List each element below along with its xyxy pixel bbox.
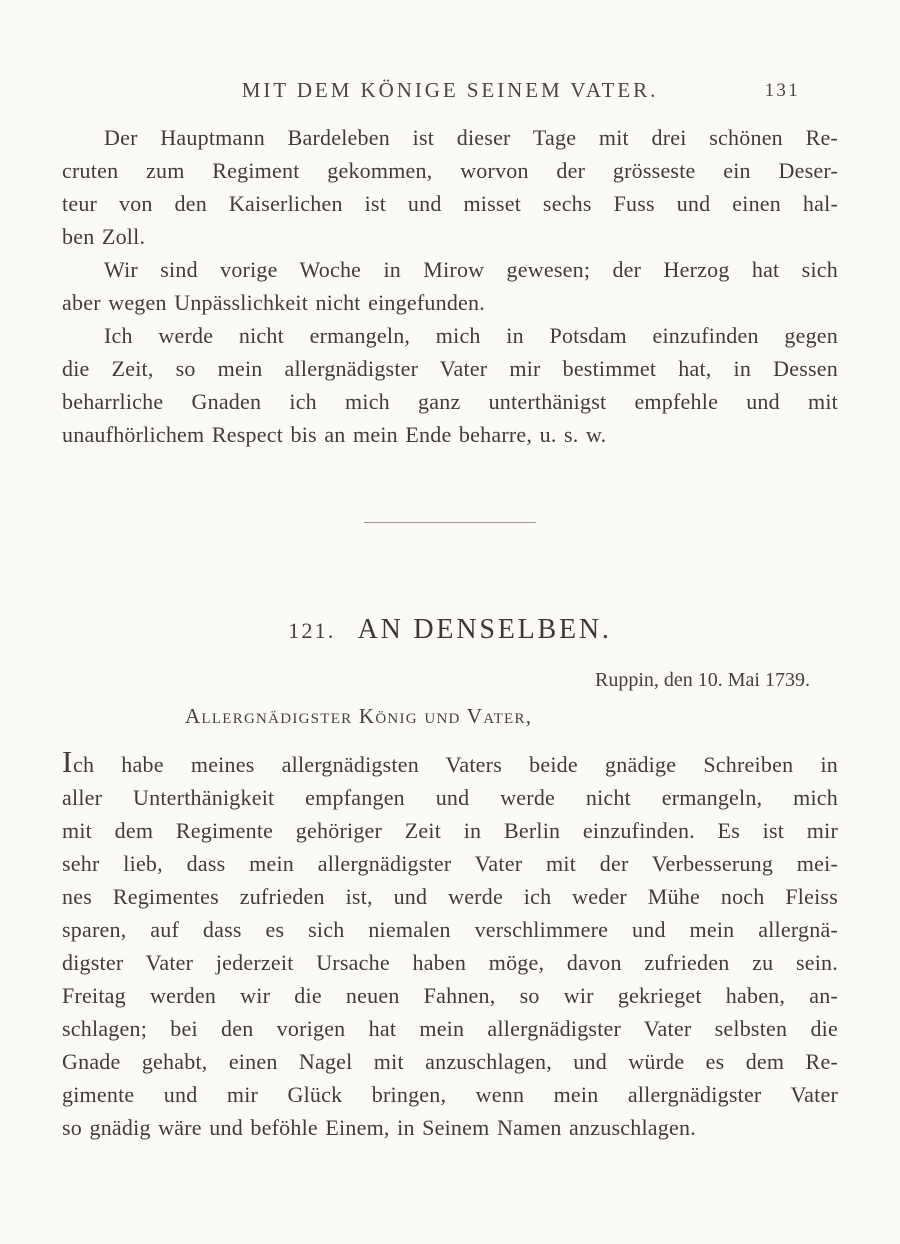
letter-title: AN DENSELBEN. [357, 614, 612, 645]
paragraph-mirow [62, 253, 838, 319]
text-line: sparen, auf dass es sich niemalen verschlimmere und mein allergnä- [62, 917, 838, 942]
text-line: Gnade gehabt, einen Nagel mit anzuschlagen, und würde es dem Re- [62, 1049, 838, 1074]
text-line: Freitag werden wir die neuen Fahnen, so wir gekrieget haben, an- [62, 983, 838, 1008]
text-line: beharrliche Gnaden ich mich ganz unterthänigst empfehle und mit [62, 389, 838, 414]
text-line: digster Vater jederzeit Ursache haben möge, davon zufrieden zu sein. [62, 950, 838, 975]
section-divider-rule [364, 522, 536, 523]
text-line: mit dem Regimente gehöriger Zeit in Berlin einzufinden. Es ist mir [62, 818, 838, 843]
previous-letter-closing [62, 121, 838, 451]
running-header-title: MIT DEM KÖNIGE SEINEM VATER. [241, 78, 659, 102]
letter-body [62, 745, 838, 1144]
text-line: schlagen; bei den vorigen hat mein allergnädigster Vater selbsten die [62, 1016, 838, 1041]
letter-heading [62, 615, 838, 646]
text-line: so gnädig wäre und beföhle Einem, in Seinem Namen anzuschlagen. [62, 1115, 696, 1140]
text-line: teur von den Kaiserlichen ist und misset sechs Fuss und einen hal- [62, 191, 838, 216]
text-line: cruten zum Regiment gekommen, worvon der grösseste ein Deser- [62, 158, 838, 183]
text-line: aller Unterthänigkeit empfangen und werde nicht ermangeln, mich [62, 785, 838, 810]
page-number: 131 [764, 80, 800, 101]
paragraph-recruits [62, 121, 838, 253]
text-line: ben Zoll. [62, 224, 146, 249]
text-line: gimente und mir Glück bringen, wenn mein allergnädigster Vater [62, 1082, 838, 1107]
letter-121 [62, 615, 838, 1144]
text-block [0, 78, 900, 1144]
text-line: aber wegen Unpässlichkeit nicht eingefunden. [62, 290, 485, 315]
letter-number: 121. [288, 618, 336, 643]
paragraph-closing [62, 319, 838, 451]
running-header [62, 78, 838, 104]
text-line: Der Hauptmann Bardeleben ist dieser Tage mit drei schönen Re- [104, 125, 838, 150]
salutation: Allergnädigster König und Vater, [185, 704, 533, 728]
dateline: Ruppin, den 10. Mai 1739. [595, 669, 810, 691]
text-line: Ich habe meines allergnädigsten Vaters beide gnädige Schreiben in [62, 744, 838, 779]
text-line: Wir sind vorige Woche in Mirow gewesen; der Herzog hat sich [104, 257, 838, 282]
text-line: sehr lieb, dass mein allergnädigster Vater mit der Verbesserung mei- [62, 851, 838, 876]
text-line: die Zeit, so mein allergnädigster Vater mir bestimmet hat, in Dessen [62, 356, 838, 381]
text-line: Ich werde nicht ermangeln, mich in Potsdam einzufinden gegen [104, 323, 838, 348]
text-line: nes Regimentes zufrieden ist, und werde ich weder Mühe noch Fleiss [62, 884, 838, 909]
text-line: unaufhörlichem Respect bis an mein Ende beharre, u. s. w. [62, 422, 607, 447]
